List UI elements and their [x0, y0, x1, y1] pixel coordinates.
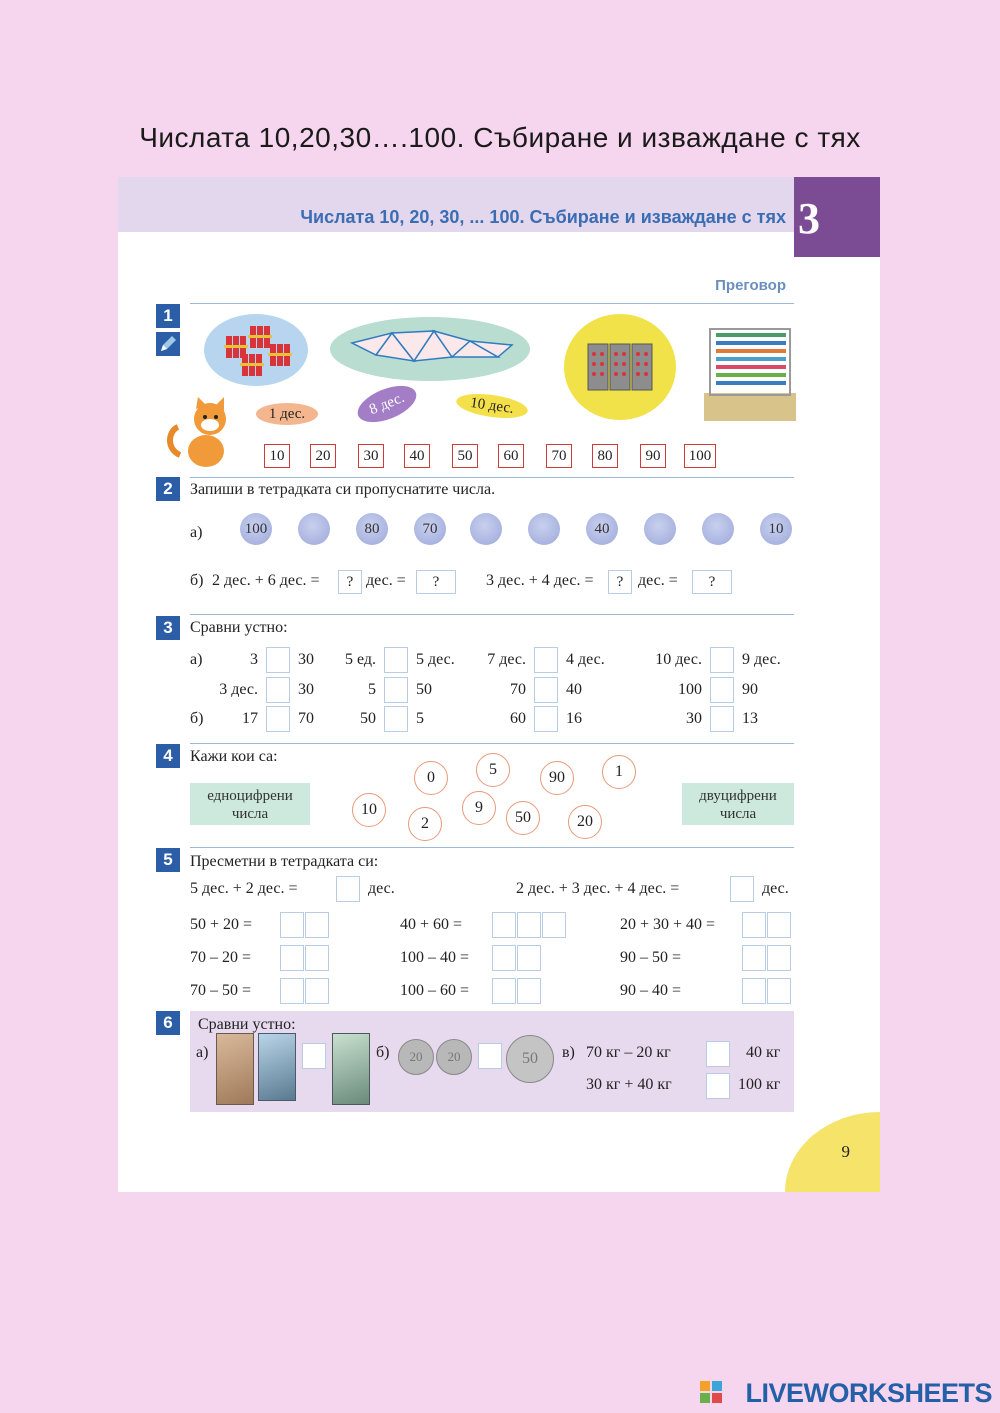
number-circle[interactable]: 50 — [506, 801, 540, 835]
tens-box: 50 — [452, 444, 478, 468]
compare-box[interactable] — [706, 1073, 730, 1099]
coin-icon: 50 — [506, 1035, 554, 1083]
compare-box[interactable] — [478, 1043, 502, 1069]
compare-right-value: 70 — [298, 710, 314, 727]
number-circle[interactable]: 1 — [602, 755, 636, 789]
number-circle[interactable]: 9 — [462, 791, 496, 825]
part-a-label: а) — [190, 651, 203, 668]
expression-line1-right: 2 дес. + 3 дес. + 4 дес. = — [516, 880, 680, 897]
compare-left-value: 7 дес. — [487, 651, 526, 668]
compare-right-value: 30 — [298, 681, 314, 698]
answer-digit-box[interactable] — [767, 912, 791, 938]
banknote-icon — [332, 1033, 370, 1105]
answer-box[interactable]: ? — [338, 570, 362, 594]
number-circle[interactable]: 20 — [568, 805, 602, 839]
compare-box[interactable] — [534, 706, 558, 732]
compare-right-value: 90 — [742, 681, 758, 698]
tens-box: 70 — [546, 444, 572, 468]
compare-left-value: 70 — [510, 681, 526, 698]
blank-number-ball[interactable] — [470, 513, 502, 545]
compare-left-value: 3 дес. — [219, 681, 258, 698]
answer-digit-box[interactable] — [280, 912, 304, 938]
answer-digit-box[interactable] — [492, 945, 516, 971]
part-b-label: б) — [376, 1044, 390, 1061]
label-8-tens: 8 дес. — [353, 378, 422, 429]
tens-box: 40 — [404, 444, 430, 468]
compare-box[interactable] — [384, 677, 408, 703]
answer-digit-box[interactable] — [305, 945, 329, 971]
compare-box[interactable] — [710, 677, 734, 703]
number-ball: 80 — [356, 513, 388, 545]
pencil-icon — [156, 332, 180, 356]
document-title: Числата 10,20,30….100. Събиране и изваждане с тях — [139, 122, 861, 153]
answer-digit-box[interactable] — [305, 912, 329, 938]
answer-digit-box[interactable] — [517, 978, 541, 1004]
number-ball: 70 — [414, 513, 446, 545]
compare-box[interactable] — [710, 706, 734, 732]
answer-digit-box[interactable] — [767, 945, 791, 971]
compare-box[interactable] — [266, 647, 290, 673]
number-ball: 100 — [240, 513, 272, 545]
compare-right-value: 16 — [566, 710, 582, 727]
tens-box: 30 — [358, 444, 384, 468]
calculation-expression: 100 – 60 = — [400, 982, 470, 999]
weight-value-1: 40 кг — [746, 1044, 781, 1061]
compare-right-value: 5 дес. — [416, 651, 455, 668]
weight-expression-2: 30 кг + 40 кг — [586, 1076, 672, 1093]
two-digit-box[interactable] — [682, 783, 794, 825]
compare-left-value: 60 — [510, 710, 526, 727]
calculation-expression: 50 + 20 = — [190, 916, 253, 933]
exercise-6-badge: 6 — [156, 1011, 180, 1035]
calculation-expression: 90 – 40 = — [620, 982, 682, 999]
box-label: числа — [719, 806, 757, 822]
review-label: Преговор — [715, 277, 786, 294]
answer-digit-box[interactable] — [492, 978, 516, 1004]
lesson-title: Числата 10, 20, 30, ... 100. Събиране и изваждане с тях — [300, 207, 786, 227]
calculation-expression: 70 – 20 = — [190, 949, 252, 966]
label-10-tens: 10 дес. — [455, 390, 529, 422]
tens-box: 90 — [640, 444, 666, 468]
page-number: 9 — [841, 1142, 850, 1161]
part-a-label: а) — [196, 1044, 209, 1061]
compare-left-value: 50 — [360, 710, 376, 727]
exercise-5-instruction: Пресметни в тетрадката си: — [190, 853, 379, 870]
tens-label: дес. — [368, 880, 395, 897]
blank-number-ball[interactable] — [702, 513, 734, 545]
compare-right-value: 13 — [742, 710, 758, 727]
compare-box[interactable] — [266, 706, 290, 732]
compare-box[interactable] — [534, 647, 558, 673]
tens-equals-label: дес. = — [366, 572, 406, 589]
tens-box: 20 — [310, 444, 336, 468]
coin-icon: 20 — [398, 1039, 434, 1075]
answer-digit-box[interactable] — [742, 978, 766, 1004]
exercise-3-instruction: Сравни устно: — [190, 619, 288, 636]
compare-right-value: 30 — [298, 651, 314, 668]
compare-right-value: 40 — [566, 681, 582, 698]
tens-box: 60 — [498, 444, 524, 468]
compare-right-value: 4 дес. — [566, 651, 605, 668]
exercise-2-badge: 2 — [156, 477, 180, 501]
exercise-5-badge: 5 — [156, 848, 180, 872]
answer-digit-box[interactable] — [742, 945, 766, 971]
liveworksheets-logo-icon — [700, 1381, 722, 1403]
cat-picture — [166, 395, 238, 469]
triangles-picture — [330, 317, 530, 381]
number-circle[interactable]: 2 — [408, 807, 442, 841]
part-v-label: в) — [562, 1044, 575, 1061]
part-a-label: а) — [190, 524, 203, 541]
box-label: числа — [231, 806, 269, 822]
part-b-label: б) — [190, 572, 204, 589]
answer-digit-box[interactable] — [305, 978, 329, 1004]
page-corner-decoration — [785, 1112, 880, 1192]
banknote-icon — [258, 1033, 296, 1101]
label-1-ten: 1 дес. — [256, 403, 318, 425]
answer-digit-box[interactable] — [517, 945, 541, 971]
number-circle[interactable]: 5 — [476, 753, 510, 787]
blank-number-ball[interactable] — [644, 513, 676, 545]
compare-right-value: 9 дес. — [742, 651, 781, 668]
calculation-expression: 90 – 50 = — [620, 949, 682, 966]
compare-left-value: 100 — [678, 681, 702, 698]
number-circle[interactable]: 10 — [352, 793, 386, 827]
matchstick-bundles-picture — [204, 314, 308, 386]
compare-left-value: 5 — [368, 681, 376, 698]
answer-digit-box[interactable] — [492, 912, 516, 938]
dice-boxes-picture — [564, 314, 676, 420]
divider — [190, 743, 794, 744]
weight-expression-1: 70 кг – 20 кг — [586, 1044, 671, 1061]
expression-b2: 3 дес. + 4 дес. = — [486, 572, 594, 589]
part-b-label: б) — [190, 710, 204, 727]
weight-value-2: 100 кг — [738, 1076, 781, 1093]
compare-right-value: 50 — [416, 681, 432, 698]
answer-box[interactable] — [730, 876, 754, 902]
compare-box[interactable] — [266, 677, 290, 703]
number-circle[interactable]: 90 — [540, 761, 574, 795]
divider — [190, 303, 794, 304]
expression-line1-left: 5 дес. + 2 дес. = — [190, 880, 298, 897]
answer-digit-box[interactable] — [542, 912, 566, 938]
tens-box: 80 — [592, 444, 618, 468]
exercise-2-instruction: Запиши в тетрадката си пропуснатите числа. — [190, 481, 496, 498]
exercise-6-instruction: Сравни устно: — [198, 1016, 296, 1033]
compare-left-value: 10 дес. — [655, 651, 702, 668]
answer-box[interactable]: ? — [416, 570, 456, 594]
compare-left-value: 30 — [686, 710, 702, 727]
brand-wordmark: LIVEWORKSHEETS — [745, 1378, 992, 1408]
exercise-3-badge: 3 — [156, 616, 180, 640]
answer-box[interactable]: ? — [608, 570, 632, 594]
answer-box[interactable] — [336, 876, 360, 902]
single-digit-box[interactable] — [190, 783, 310, 825]
calculation-expression: 70 – 50 = — [190, 982, 252, 999]
expression-b1: 2 дес. + 6 дес. = — [212, 572, 320, 589]
compare-box[interactable] — [706, 1041, 730, 1067]
unit-number-badge: 3 — [794, 177, 880, 257]
divider — [190, 477, 794, 478]
answer-digit-box[interactable] — [280, 978, 304, 1004]
coin-icon: 20 — [436, 1039, 472, 1075]
compare-box[interactable] — [384, 706, 408, 732]
box-label: едноцифрени — [207, 788, 293, 804]
number-ball: 40 — [586, 513, 618, 545]
exercise-4-badge: 4 — [156, 744, 180, 768]
blank-number-ball[interactable] — [528, 513, 560, 545]
compare-box[interactable] — [710, 647, 734, 673]
calculation-expression: 40 + 60 = — [400, 916, 463, 933]
compare-box[interactable] — [384, 647, 408, 673]
banknote-icon — [216, 1033, 254, 1105]
compare-right-value: 5 — [416, 710, 424, 727]
abacus-picture — [704, 327, 796, 423]
blank-number-ball[interactable] — [298, 513, 330, 545]
divider — [190, 847, 794, 848]
textbook-page — [118, 177, 880, 1192]
exercise-1-badge: 1 — [156, 304, 180, 328]
compare-box[interactable] — [534, 677, 558, 703]
answer-digit-box[interactable] — [517, 912, 541, 938]
tens-box: 100 — [684, 444, 716, 468]
compare-left-value: 5 ед. — [344, 651, 376, 668]
box-label: двуцифрени — [699, 788, 777, 804]
tens-equals-label: дес. = — [638, 572, 678, 589]
number-circle[interactable]: 0 — [414, 761, 448, 795]
answer-digit-box[interactable] — [280, 945, 304, 971]
answer-digit-box[interactable] — [767, 978, 791, 1004]
calculation-expression: 100 – 40 = — [400, 949, 470, 966]
tens-box: 10 — [264, 444, 290, 468]
compare-left-value: 3 — [250, 651, 258, 668]
calculation-expression: 20 + 30 + 40 = — [620, 916, 716, 933]
tens-label: дес. — [762, 880, 789, 897]
answer-digit-box[interactable] — [742, 912, 766, 938]
answer-box[interactable]: ? — [692, 570, 732, 594]
compare-box[interactable] — [302, 1043, 326, 1069]
exercise-4-instruction: Кажи кои са: — [190, 748, 278, 765]
divider — [190, 614, 794, 615]
number-ball: 10 — [760, 513, 792, 545]
compare-left-value: 17 — [242, 710, 258, 727]
